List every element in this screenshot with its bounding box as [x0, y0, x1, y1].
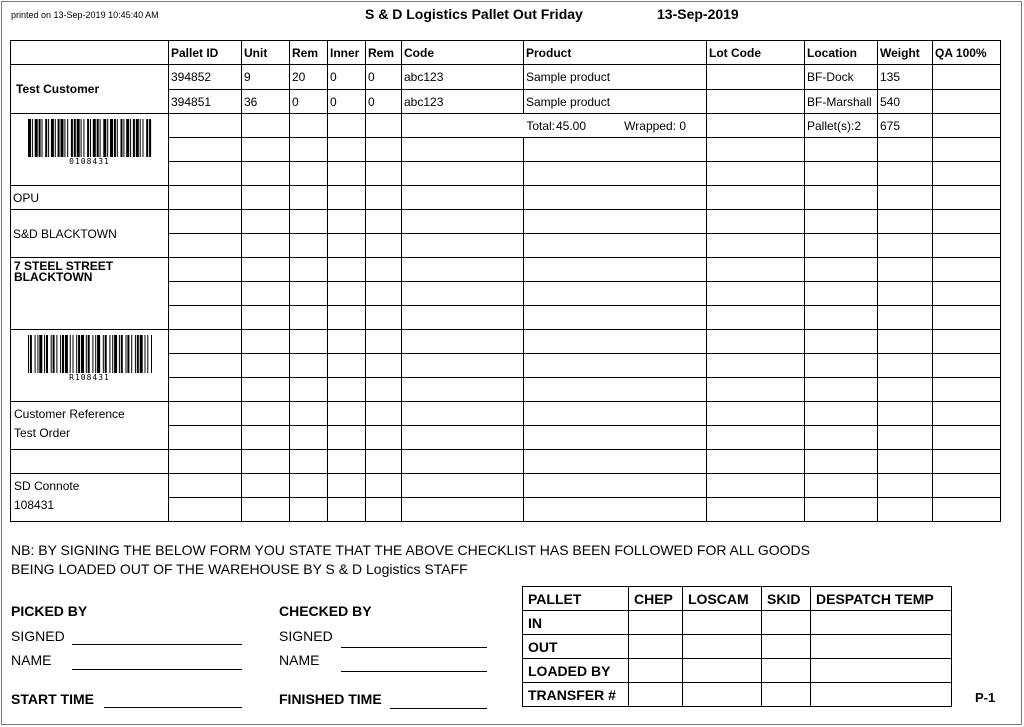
- col-header: Weight: [878, 41, 933, 65]
- barcode-bar: [107, 119, 108, 157]
- col-header: Location: [805, 41, 878, 65]
- barcode-bar: [126, 119, 129, 157]
- barcode-bar: [45, 119, 47, 157]
- total-weight: 675: [878, 114, 933, 138]
- pallet-cell[interactable]: [762, 659, 811, 683]
- barcode-bar: [34, 335, 35, 373]
- barcode-bar: [102, 335, 103, 373]
- pallet-count: Pallet(s):2: [805, 114, 878, 138]
- barcode-bar: [81, 335, 84, 373]
- barcode-bar: [120, 335, 122, 373]
- cell-rem2: 0: [366, 65, 402, 90]
- pallet-cell[interactable]: [762, 683, 811, 707]
- notice-line: NB: BY SIGNING THE BELOW FORM YOU STATE THAT THE ABOVE CHECKLIST HAS BEEN FOLLOWED FOR ALL GOODS: [11, 542, 810, 558]
- col-header: Rem: [366, 41, 402, 65]
- barcode-bar: [64, 335, 67, 373]
- pallet-row-label: OUT: [523, 635, 629, 659]
- cell-location: BF-Dock: [805, 65, 878, 90]
- barcode-bar: [78, 335, 80, 373]
- total-cell: [402, 114, 707, 138]
- barcode-bar: [50, 335, 51, 373]
- barcode-bar: [147, 335, 148, 373]
- barcode-bar: [131, 335, 132, 373]
- barcode-bar: [69, 335, 70, 373]
- barcode-bar: [146, 119, 148, 157]
- barcode-bar: [87, 119, 89, 157]
- col-header: Rem: [290, 41, 328, 65]
- barcode-bar: [67, 119, 68, 157]
- cell-location: BF-Marshall: [805, 90, 878, 114]
- barcode-bar: [83, 119, 84, 157]
- checked-name-line[interactable]: [341, 671, 487, 672]
- cell-rem: 0: [290, 90, 328, 114]
- picked-name-label: NAME: [11, 652, 52, 668]
- barcode-bar: [80, 119, 81, 157]
- pallet-row-label: LOADED BY: [523, 659, 629, 683]
- barcode-bar: [135, 119, 138, 157]
- barcode-bar: [64, 119, 65, 157]
- barcode-bar: [151, 335, 152, 373]
- cell-pallet-id: 394851: [169, 90, 242, 114]
- barcode-bar: [57, 119, 59, 157]
- barcode-bar: [28, 119, 31, 157]
- pallet-cell[interactable]: [762, 611, 811, 635]
- pallet-cell[interactable]: [811, 683, 952, 707]
- barcode-bar: [144, 335, 145, 373]
- printed-timestamp: printed on 13-Sep-2019 10:45:40 AM: [11, 10, 159, 20]
- pallet-header: SKID: [762, 587, 811, 611]
- barcode-bar: [72, 335, 73, 373]
- barcode-bar: [76, 119, 79, 157]
- pallet-header: LOSCAM: [683, 587, 762, 611]
- cell-weight: 135: [878, 65, 933, 90]
- pallet-row-label: TRANSFER #: [523, 683, 629, 707]
- barcode-bar: [87, 335, 89, 373]
- page-number: P-1: [975, 690, 996, 705]
- barcode-bar: [127, 335, 129, 373]
- barcode-bar: [149, 119, 151, 157]
- barcode-bar: [123, 119, 124, 157]
- depot-name: S&D BLACKTOWN: [11, 210, 169, 258]
- barcode-cell: [11, 330, 169, 402]
- customer-ref-label: Customer Reference: [14, 407, 125, 421]
- pallet-cell[interactable]: [629, 611, 683, 635]
- barcode-image: [26, 335, 154, 373]
- blank-cell: [11, 450, 169, 474]
- barcode-bar: [136, 335, 138, 373]
- barcode-bar: [56, 335, 57, 373]
- pallet-cell[interactable]: [811, 611, 952, 635]
- cell-product: Sample product: [524, 65, 707, 90]
- total-value: 45.00: [556, 118, 587, 133]
- finished-time-label: FINISHED TIME: [279, 691, 382, 707]
- wrapped-count: Wrapped: 0: [624, 118, 686, 133]
- barcode-bar: [96, 119, 98, 157]
- barcode-bar: [97, 335, 100, 373]
- pallet-grid: [10, 40, 1001, 522]
- address-line: BLACKTOWN: [14, 270, 93, 284]
- checked-name-label: NAME: [279, 652, 320, 668]
- col-header: Code: [402, 41, 524, 65]
- barcode-bar: [60, 335, 61, 373]
- checked-by-heading: CHECKED BY: [279, 603, 372, 619]
- checked-signed-line[interactable]: [341, 647, 487, 648]
- customer-ref-value: Test Order: [14, 426, 71, 440]
- checklist-notice: [11, 541, 810, 579]
- col-header: QA 100%: [933, 41, 1001, 65]
- cell-rem2: 0: [366, 90, 402, 114]
- start-time-line[interactable]: [104, 707, 242, 708]
- cell-inner: 0: [328, 90, 366, 114]
- barcode-bar: [90, 119, 91, 157]
- connote: [11, 474, 169, 522]
- barcode-bar: [73, 119, 75, 157]
- connote-label: SD Connote: [14, 479, 80, 493]
- barcode-bar: [120, 119, 122, 157]
- customer-name: Test Customer: [11, 65, 169, 114]
- cell-code: abc123: [402, 65, 524, 90]
- notice-line: BEING LOADED OUT OF THE WAREHOUSE BY S & D Logistics STAFF: [11, 561, 468, 577]
- address-line: 7 STEEL STREET: [14, 259, 114, 273]
- picked-name-line[interactable]: [72, 669, 242, 670]
- delivery-address: [11, 258, 169, 330]
- col-header: Product: [524, 41, 707, 65]
- barcode-cell: [11, 114, 169, 186]
- cell-unit: 9: [242, 65, 290, 90]
- total-label: Total:: [526, 118, 555, 133]
- page-title: S & D Logistics Pallet Out Friday: [365, 6, 583, 22]
- picked-signed-line[interactable]: [72, 644, 242, 645]
- cell-weight: 540: [878, 90, 933, 114]
- picked-by-heading: PICKED BY: [11, 603, 88, 619]
- pallet-cell[interactable]: [811, 659, 952, 683]
- barcode-bar: [92, 335, 93, 373]
- barcode-bar: [29, 335, 31, 373]
- pallet-header: PALLET: [523, 587, 629, 611]
- barcode-bar: [85, 335, 86, 373]
- barcode-bar: [92, 119, 95, 157]
- barcode-bar: [118, 335, 119, 373]
- barcode-bar: [34, 119, 37, 157]
- pallet-cell[interactable]: [683, 683, 762, 707]
- cell-qa: [933, 65, 1001, 90]
- barcode-bar: [28, 335, 29, 373]
- pallet-cell[interactable]: [629, 635, 683, 659]
- barcode-bar: [130, 119, 131, 157]
- barcode-text: R108431: [69, 373, 110, 382]
- pallet-summary-table: [522, 586, 952, 707]
- customer-reference: [11, 402, 169, 450]
- pallet-cell[interactable]: [683, 611, 762, 635]
- cell-qa: [933, 90, 1001, 114]
- barcode-bar: [103, 119, 106, 157]
- pallet-cell[interactable]: [683, 659, 762, 683]
- barcode-bar: [44, 335, 45, 373]
- cell-code: abc123: [402, 90, 524, 114]
- barcode-bar: [125, 335, 126, 373]
- barcode-bar: [139, 335, 142, 373]
- barcode-bar: [50, 119, 53, 157]
- col-header: Lot Code: [707, 41, 805, 65]
- barcode-bar: [104, 335, 106, 373]
- cell-lot-code: [707, 65, 805, 90]
- cell-lot-code: [707, 90, 805, 114]
- barcode-bar: [37, 335, 38, 373]
- barcode-bar: [39, 335, 42, 373]
- checked-signed-label: SIGNED: [279, 628, 333, 644]
- barcode-bar: [41, 119, 42, 157]
- barcode-bar: [99, 119, 100, 157]
- barcode-bar: [54, 119, 55, 157]
- barcode-bar: [139, 119, 140, 157]
- barcode-bar: [134, 335, 135, 373]
- barcode-bar: [52, 335, 54, 373]
- pallet-cell[interactable]: [811, 635, 952, 659]
- pallet-row-label: IN: [523, 611, 629, 635]
- corner-cell: [11, 41, 169, 65]
- page-date: 13-Sep-2019: [657, 6, 739, 22]
- start-time-label: START TIME: [11, 691, 94, 707]
- col-header: Unit: [242, 41, 290, 65]
- barcode-text: 0108431: [69, 157, 110, 166]
- barcode-bar: [95, 335, 96, 373]
- barcode-bar: [142, 119, 143, 157]
- cell-unit: 36: [242, 90, 290, 114]
- barcode-image: [26, 119, 154, 157]
- service-type: OPU: [11, 186, 169, 210]
- barcode-bar: [116, 119, 117, 157]
- barcode-bar: [70, 119, 72, 157]
- barcode-bar: [113, 119, 115, 157]
- cell-pallet-id: 394852: [169, 65, 242, 90]
- pallet-header: DESPATCH TEMP: [811, 587, 952, 611]
- barcode-bar: [31, 119, 32, 157]
- pallet-cell[interactable]: [629, 659, 683, 683]
- barcode-bar: [109, 335, 110, 373]
- barcode-bar: [132, 119, 134, 157]
- barcode-bar: [38, 119, 40, 157]
- barcode-bar: [112, 335, 113, 373]
- barcode-bar: [48, 119, 49, 157]
- cell-product: Sample product: [524, 90, 707, 114]
- barcode-bar: [114, 335, 117, 373]
- pallet-header: CHEP: [629, 587, 683, 611]
- connote-value: 108431: [14, 498, 55, 512]
- pallet-cell[interactable]: [683, 635, 762, 659]
- barcode-bar: [76, 335, 77, 373]
- pallet-cell[interactable]: [762, 635, 811, 659]
- picked-signed-label: SIGNED: [11, 628, 65, 644]
- finished-time-line[interactable]: [390, 708, 487, 709]
- col-header: Pallet ID: [169, 41, 242, 65]
- cell-rem: 20: [290, 65, 328, 90]
- col-header: Inner: [328, 41, 366, 65]
- cell-inner: 0: [328, 65, 366, 90]
- barcode-bar: [60, 119, 63, 157]
- pallet-cell[interactable]: [629, 683, 683, 707]
- barcode-bar: [110, 119, 113, 157]
- barcode-bar: [62, 335, 64, 373]
- barcode-bar: [46, 335, 48, 373]
